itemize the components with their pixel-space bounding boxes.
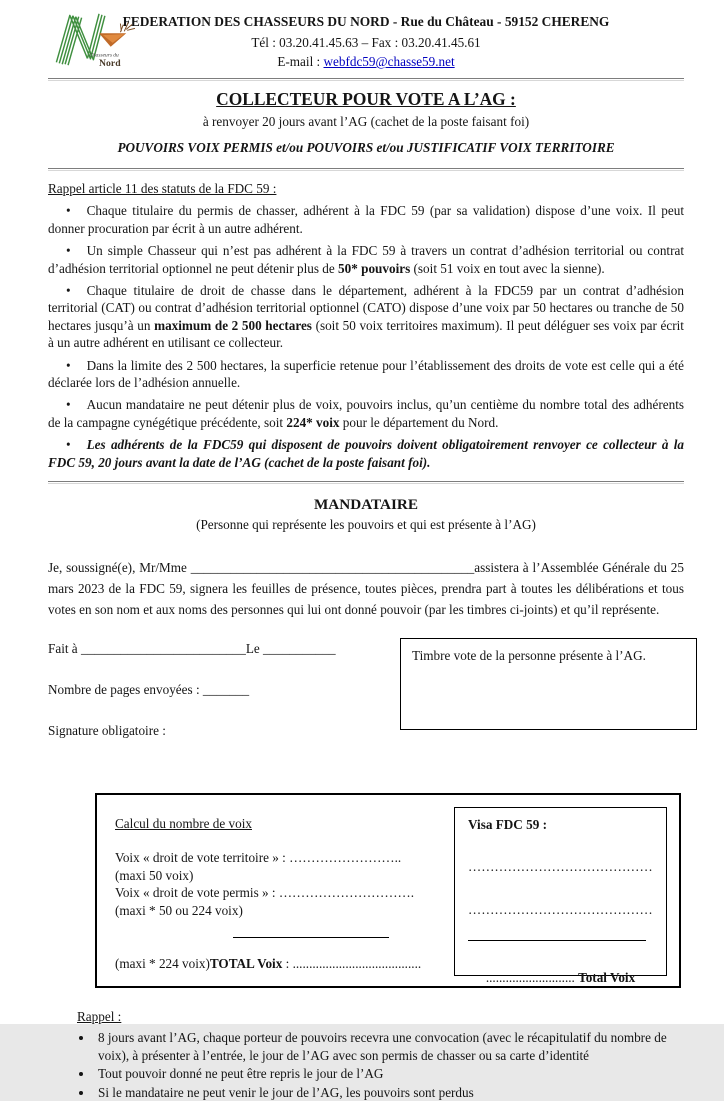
visa-total-label: Total Voix: [578, 970, 636, 986]
signature-section: [48, 635, 684, 767]
place-blank[interactable]: _________________________: [80, 641, 246, 656]
vote-stamp-label: Timbre vote de la personne présente à l’AG.: [412, 648, 646, 663]
date-blank[interactable]: ___________: [263, 641, 336, 656]
vote-stamp-box[interactable]: [400, 638, 697, 730]
reminder-item-3: • Si le mandataire ne peut venir le jour de l’AG, les pouvoirs sont perdus: [94, 1084, 684, 1101]
email-link[interactable]: webfdc59@chasse59.net: [323, 54, 455, 70]
logo-deer-head: [99, 23, 135, 47]
territory-votes-note: (maxi 50 voix): [115, 867, 194, 883]
calc-heading: Calcul du nombre de voix: [115, 816, 252, 831]
divider-intro: [48, 168, 684, 171]
permit-votes-line[interactable]: Voix « droit de vote permis » : ………………………….: [115, 885, 415, 901]
mandataire-subheading: (Personne qui représente les pouvoirs et qui est présente à l’AG): [196, 517, 536, 533]
mandataire-declaration: [48, 557, 684, 620]
visa-underline: [468, 940, 646, 941]
visa-dotted-line-2: ……………………………………: [468, 901, 653, 917]
document-title: COLLECTEUR POUR VOTE A L’AG :: [216, 89, 516, 109]
final-reminder-list: [77, 1029, 684, 1101]
total-votes-line[interactable]: [115, 955, 432, 972]
total-prefix: (maxi * 224 voix): [115, 956, 210, 972]
reminder-item-2: • Tout pouvoir donné ne peut être repris le jour de l’AG: [94, 1065, 684, 1082]
visa-total-line: [468, 969, 653, 986]
visa-dotted-line-1: ……………………………………: [468, 859, 653, 875]
email-label: E-mail :: [277, 54, 324, 70]
divider-top: [48, 78, 684, 81]
statutes-heading: Rappel article 11 des statuts de la FDC 59 :: [48, 180, 277, 196]
total-dots: : .......................................: [282, 956, 422, 972]
mandataire-name-blank[interactable]: ___________________________________________: [190, 559, 475, 575]
sum-underline[interactable]: [233, 931, 389, 938]
fait-label: Fait à: [48, 641, 81, 656]
signature-label: Signature obligatoire :: [48, 722, 166, 738]
logo-caption: Nord: [99, 58, 121, 70]
visa-total-dots: ...........................: [485, 970, 579, 986]
statute-bullet-5: • Aucun mandataire ne peut détenir plus de voix, pouvoirs inclus, qu’un centième du nombre total des adhérents de la campagne cynégétique précédente, soit 224* voix pour le département du Nord.: [48, 396, 684, 431]
powers-notice: POUVOIRS VOIX PERMIS et/ou POUVOIRS et/ou JUSTIFICATIF VOIX TERRITOIRE: [117, 140, 615, 156]
letterhead: [48, 8, 684, 72]
declaration-suffix: assistera à l’Assemblée Générale du 25 mars 2023 de la FDC 59, signera les feuilles de présence, toutes pièces, prendra part à toutes les délibérations et tous votes en son nom et aux noms des personnes qui lui ont donné pouvoir (par les timbres ci-joints) et qu’il représente.: [48, 559, 684, 617]
le-label: Le: [245, 641, 264, 656]
logo-caption-top: Chasseurs du: [89, 52, 119, 59]
document-subtitle: à renvoyer 20 jours avant l’AG (cachet de la poste faisant foi): [202, 113, 530, 129]
mandataire-heading: MANDATAIRE: [313, 496, 419, 514]
territory-votes-line[interactable]: Voix « droit de vote territoire » : ……………………..: [115, 850, 402, 866]
visa-heading: Visa FDC 59 :: [468, 817, 547, 832]
fdc-nord-logo: [42, 8, 160, 72]
statute-bullet-3: • Chaque titulaire de droit de chasse dans le département, adhérent à la FDC59 par un contrat d’adhésion territorial (CAT) ou contrat d’adhésion territorial optionnel (CATO) dispose d’une voix par 50 hectares ou tranche de 50 hectares jusqu’à un maximum de 2 500 hectares (soit 50 voix territoires maximum). Il peut déléguer ses voix par écrit à un autre adhérent en utilisant ce collecteur.: [48, 282, 684, 352]
statute-bullet-4: • Dans la limite des 2 500 hectares, la superficie retenue pour l’établissement des droits de vote est celle qui a été déclarée lors de l’adhésion annuelle.: [48, 357, 684, 392]
reminder-item-1: • 8 jours avant l’AG, chaque porteur de pouvoirs recevra une convocation (avec le récapitulatif du nombre de voix), à présenter à l’entrée, le jour de l’AG avec son permis de chasser ou sa carte d’identité: [94, 1029, 684, 1064]
final-reminder-section: [48, 1008, 684, 1101]
total-label: TOTAL Voix: [209, 956, 283, 972]
declaration-prefix: Je, soussigné(e), Mr/Mme: [48, 559, 191, 575]
visa-fdc-box: [454, 807, 667, 986]
vote-calculation-fields: [97, 795, 432, 973]
statute-bullet-2: • Un simple Chasseur qui n’est pas adhérent à la FDC 59 à travers un contrat d’adhésion territorial ou contrat d’adhésion territorial optionnel ne peut détenir plus de 50* pouvoirs (soit 51 voix en tout avec la sienne).: [48, 242, 684, 277]
permit-votes-note: (maxi * 50 ou 224 voix): [115, 902, 243, 918]
pages-label: Nombre de pages envoyées :: [48, 682, 203, 698]
vote-calculation-box: [95, 793, 681, 988]
org-address-line: FEDERATION DES CHASSEURS DU NORD - Rue du Château - 59152 CHERENG: [122, 14, 610, 29]
pages-blank[interactable]: _______: [202, 682, 250, 698]
statute-bullet-1: • Chaque titulaire du permis de chasser, adhérent à la FDC 59 (par sa validation) dispose d’une voix. Il peut donner procuration par écrit à un autre adhérent.: [48, 202, 684, 237]
final-reminder-heading: Rappel :: [77, 1009, 122, 1024]
statute-bullet-6: • Les adhérents de la FDC59 qui disposent de pouvoirs doivent obligatoirement renvoyer ce collecteur à la FDC 59, 20 jours avant la date de l’AG (cachet de la poste faisant foi).: [48, 436, 684, 471]
tel-fax-line: Tél : 03.20.41.45.63 – Fax : 03.20.41.45.61: [251, 34, 481, 50]
divider-mandataire: [48, 481, 684, 484]
